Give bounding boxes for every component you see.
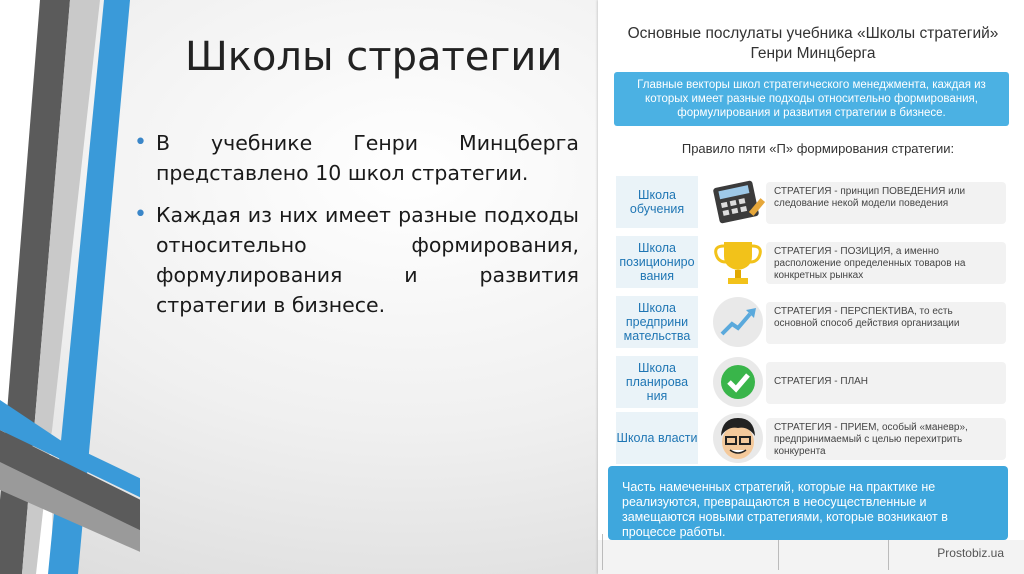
face-icon — [708, 410, 768, 466]
decorative-stripes — [0, 0, 140, 574]
strategy-description: СТРАТЕГИЯ - ПЛАН — [766, 362, 1006, 404]
footer-note-box: Часть намеченных стратегий, которые на практике не реализуются, превращаются в неосуществленные и замещаются новыми стратегиями, которые возникают в процессе работы. — [608, 466, 1008, 540]
infographic-title: Основные послулаты учебника «Школы стратегий» Генри Минцберга — [627, 25, 999, 62]
slide-title: Школы стратегии — [185, 34, 563, 80]
school-row — [616, 236, 1008, 288]
strategy-description: СТРАТЕГИЯ - ПОЗИЦИЯ, а именно расположение определенных товаров на конкретных рынках — [766, 242, 1006, 284]
strategy-description: СТРАТЕГИЯ - ПРИЕМ, особый «маневр», предпринимаемый с целью перехитрить конкурента — [766, 418, 1006, 460]
strategy-description: СТРАТЕГИЯ - ПЕРСПЕКТИВА, то есть основной способ действия организации — [766, 302, 1006, 344]
source-credit: Prostobiz.ua — [937, 546, 1004, 560]
school-name: Школа обучения — [616, 176, 698, 228]
intro-box: Главные векторы школ стратегического менеджмента, каждая из которых имеет разные подходы относительно формирования, формулирования и развития стратегии в бизнесе. — [614, 72, 1009, 126]
growth-arrow-icon — [708, 294, 768, 350]
school-row — [616, 412, 1008, 464]
divider — [602, 534, 603, 570]
calculator-icon — [708, 174, 768, 230]
school-name: Школа власти — [616, 412, 698, 464]
school-name: Школа предприни мательства — [616, 296, 698, 348]
school-row — [616, 356, 1008, 408]
school-name: Школа планирова ния — [616, 356, 698, 408]
school-row — [616, 296, 1008, 348]
strategy-description: СТРАТЕГИЯ - принцип ПОВЕДЕНИЯ или следование некой модели поведения — [766, 182, 1006, 224]
school-name: Школа позициониро вания — [616, 236, 698, 288]
infographic-panel — [598, 0, 1024, 574]
bullet-item: • В учебнике Генри Минцберга представлено 10 школ стратегии. — [134, 128, 579, 188]
trophy-icon — [708, 234, 768, 290]
checkmark-icon — [708, 354, 768, 410]
rule-title: Правило пяти «П» формирования стратегии: — [681, 141, 955, 156]
bullet-list — [134, 128, 579, 332]
bullet-item: • Каждая из них имеет разные подходы относительно формирования, формулирования и развития стратегии в бизнесе. — [134, 200, 579, 320]
school-row — [616, 176, 1008, 228]
